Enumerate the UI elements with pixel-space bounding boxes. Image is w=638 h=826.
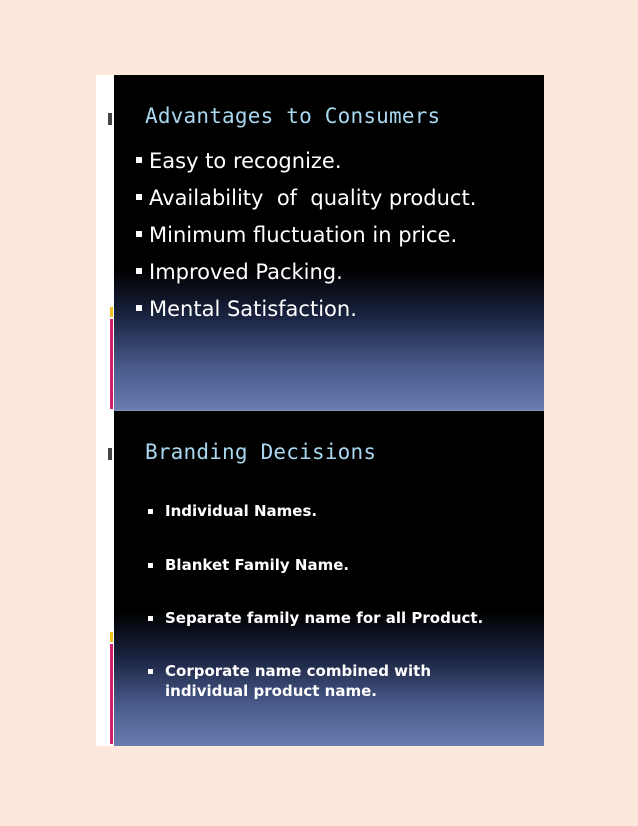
bullet-list <box>136 143 476 328</box>
left-margin-strip-bottom <box>96 410 114 746</box>
list-item: Improved Packing. <box>136 254 476 291</box>
square-bullet-icon <box>148 563 153 568</box>
list-item: Separate family name for all Product. <box>148 608 538 628</box>
accent-mark-dark <box>108 448 112 460</box>
list-item: Availability of quality product. <box>136 180 476 217</box>
square-bullet-icon <box>136 157 142 163</box>
square-bullet-icon <box>136 305 142 311</box>
list-item: Individual Names. <box>148 501 538 521</box>
square-bullet-icon <box>148 509 153 514</box>
square-bullet-icon <box>136 231 142 237</box>
list-item: Easy to recognize. <box>136 143 476 180</box>
left-margin-strip-top <box>96 75 114 410</box>
slide-advantages <box>114 75 544 410</box>
square-bullet-icon <box>136 268 142 274</box>
slide-title: Advantages to Consumers <box>145 104 441 128</box>
accent-mark-pink <box>110 644 113 744</box>
square-bullet-icon <box>136 194 142 200</box>
square-bullet-icon <box>148 669 153 674</box>
accent-mark-yellow <box>110 632 113 642</box>
square-bullet-icon <box>148 616 153 621</box>
accent-mark-dark <box>108 113 112 125</box>
list-item: Minimum fluctuation in price. <box>136 217 476 254</box>
list-item: Mental Satisfaction. <box>136 291 476 328</box>
list-item: Blanket Family Name. <box>148 555 538 575</box>
accent-mark-pink <box>110 319 113 409</box>
accent-mark-yellow <box>110 307 113 317</box>
slide-branding-decisions <box>114 411 544 746</box>
list-item: Corporate name combined with individual product name. <box>148 661 538 701</box>
slide-title: Branding Decisions <box>145 440 377 464</box>
